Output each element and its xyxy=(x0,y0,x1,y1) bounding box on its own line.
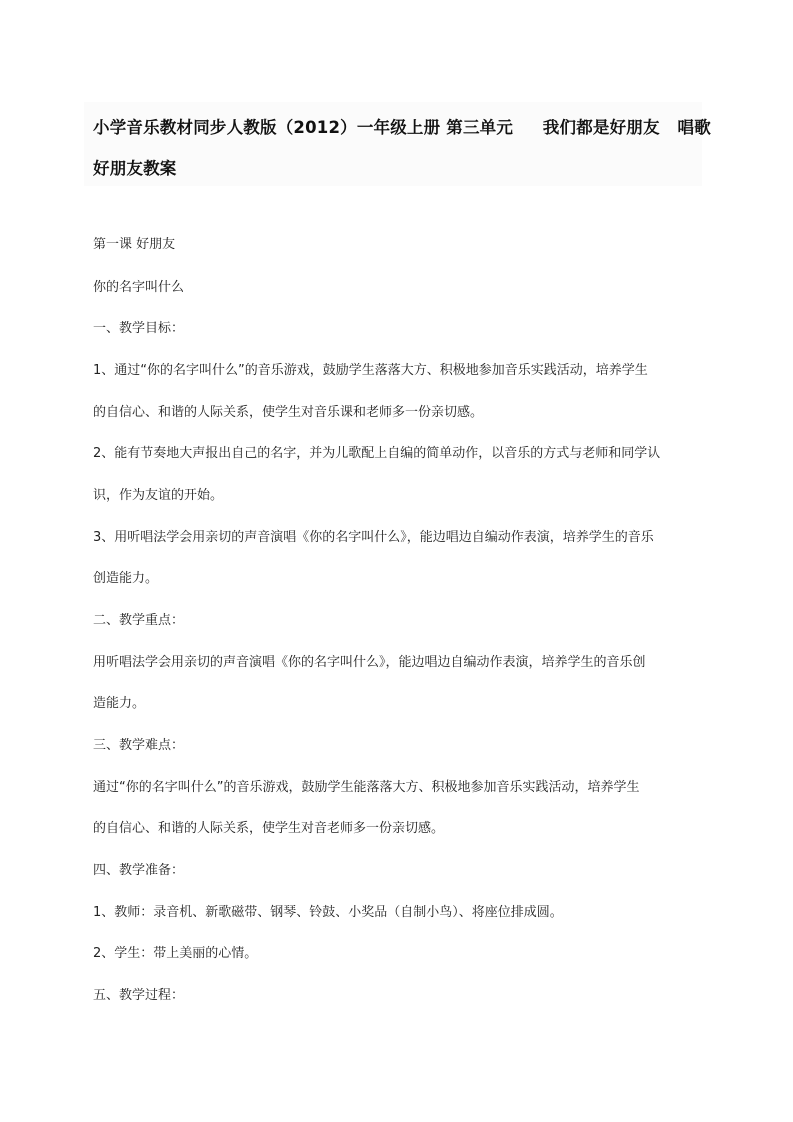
section-preparation-heading: 四、教学准备： xyxy=(93,863,185,878)
section-difficulties-heading: 三、教学难点： xyxy=(93,738,185,753)
song-name: 你的名字叫什么 xyxy=(93,280,185,295)
preparation-item-2: 2、学生：带上美丽的心情。 xyxy=(93,946,258,961)
objective-1-line-2: 的自信心、和谐的人际关系，使学生对音乐课和老师多一份亲切感。 xyxy=(93,405,484,420)
document-title-line-1: 小学音乐教材同步人教版（2012）一年级上册 第三单元 我们都是好朋友 唱歌 xyxy=(93,118,711,137)
objective-1-line-1: 1、通过“你的名字叫什么”的音乐游戏，鼓励学生落落大方、积极地参加音乐实践活动，培养学生 xyxy=(93,363,648,378)
difficulty-line-2: 的自信心、和谐的人际关系，使学生对音老师多一份亲切感。 xyxy=(93,821,445,836)
key-point-line-2: 造能力。 xyxy=(93,696,146,711)
objective-3-line-2: 创造能力。 xyxy=(93,571,159,586)
section-key-points-heading: 二、教学重点： xyxy=(93,613,185,628)
lesson-heading: 第一课 好朋友 xyxy=(93,237,176,252)
difficulty-line-1: 通过“你的名字叫什么”的音乐游戏，鼓励学生能落落大方、积极地参加音乐实践活动，培养学生 xyxy=(93,780,640,795)
objective-3-line-1: 3、用听唱法学会用亲切的声音演唱《你的名字叫什么》，能边唱边自编动作表演，培养学生的音乐 xyxy=(93,530,654,545)
preparation-item-1: 1、教师：录音机、新歌磁带、钢琴、铃鼓、小奖品（自制小鸟）、将座位排成圆。 xyxy=(93,905,563,920)
section-objectives-heading: 一、教学目标： xyxy=(93,321,185,336)
key-point-line-1: 用听唱法学会用亲切的声音演唱《你的名字叫什么》，能边唱边自编动作表演，培养学生的音乐创 xyxy=(93,655,646,670)
objective-2-line-2: 识，作为友谊的开始。 xyxy=(93,488,224,503)
document-title-line-2: 好朋友教案 xyxy=(93,159,177,178)
section-process-heading: 五、教学过程： xyxy=(93,988,185,1003)
objective-2-line-1: 2、能有节奏地大声报出自己的名字，并为儿歌配上自编的简单动作，以音乐的方式与老师和同学认 xyxy=(93,446,661,461)
